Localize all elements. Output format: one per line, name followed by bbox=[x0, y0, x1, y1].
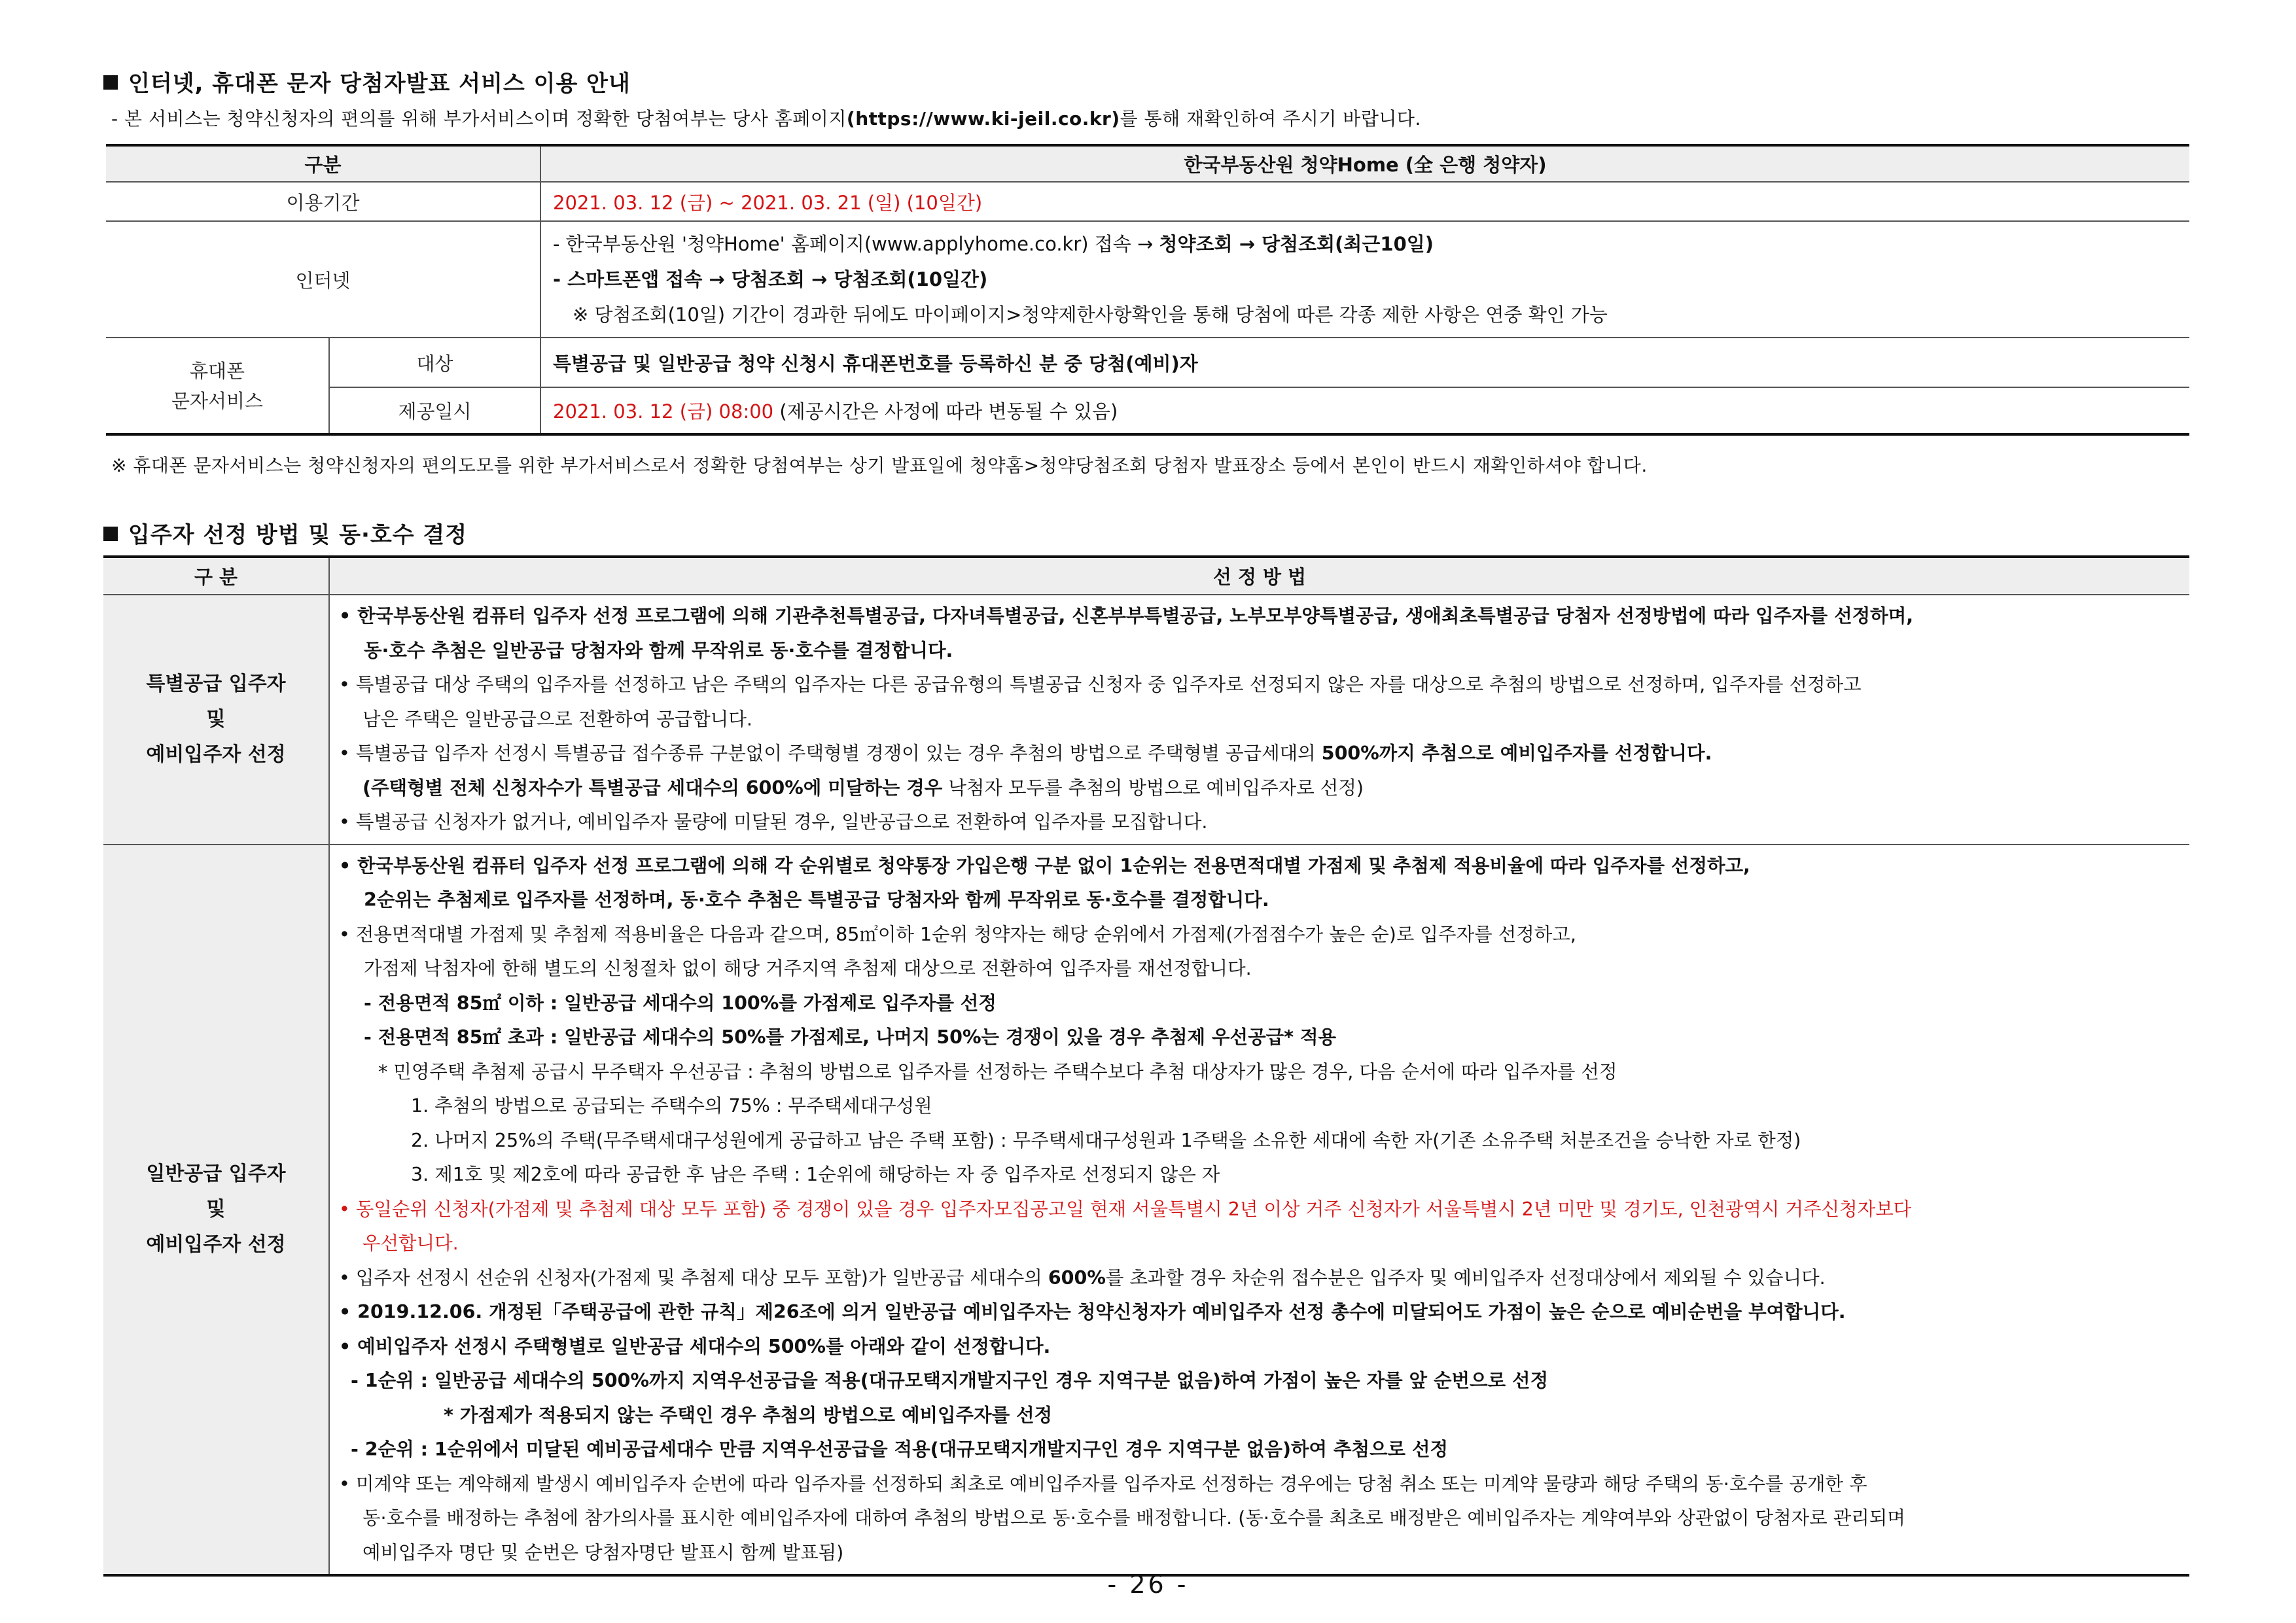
general-supply-label: 일반공급 입주자 및 예비입주자 선정 bbox=[103, 845, 329, 1576]
target-value: 특별공급 및 일반공급 청약 신청시 휴대폰번호를 등록하신 분 중 당첨(예비)자 bbox=[540, 338, 2189, 387]
general-line: - 1순위 : 일반공급 세대수의 500%까지 지역우선공급을 적용(대규모택지개발지구인 경우 지역구분 없음)하여 가점이 높은 자를 앞 순번으로 선정 bbox=[351, 1370, 1549, 1391]
page-number: - 26 - bbox=[1107, 1570, 1189, 1599]
general-line: • 동일순위 신청자(가점제 및 추첨제 대상 모두 포함) 중 경쟁이 있을 경우 입주자모집공고일 현재 서울특별시 2년 이상 거주 신청자가 서울특별시 2년 미만 및 경기도, 인천광역시 거주신청자보다 bbox=[339, 1198, 1912, 1220]
general-line: • 미계약 또는 계약해제 발생시 예비입주자 순번에 따라 입주자를 선정하되 최초로 예비입주자를 입주자로 선정하는 경우에는 당첨 취소 또는 미계약 물량과 해당 주택의 동·호수를 공개한 후 bbox=[339, 1473, 1867, 1495]
special-supply-method bbox=[329, 595, 2189, 845]
general-line: • 예비입주자 선정시 주택형별로 일반공급 세대수의 500%를 아래와 같이 선정합니다. bbox=[339, 1335, 1051, 1357]
provide-label: 제공일시 bbox=[329, 387, 540, 434]
header-category: 구 분 bbox=[103, 557, 329, 595]
special-line: 동·호수 추첨은 일반공급 당첨자와 함께 무작위로 동·호수를 결정합니다. bbox=[364, 639, 953, 661]
selection-table bbox=[103, 555, 2189, 1577]
special-line: (주택형별 전체 신청자수가 특별공급 세대수의 600%에 미달하는 경우 낙첨자 모두를 추첨의 방법으로 예비입주자로 선정) bbox=[362, 777, 1364, 799]
header-category: 구분 bbox=[106, 145, 540, 182]
sms-label: 휴대폰 문자서비스 bbox=[106, 338, 329, 434]
general-line: • 2019.12.06. 개정된「주택공급에 관한 규칙」제26조에 의거 일반공급 예비입주자는 청약신청자가 예비입주자 선정 총수에 미달되어도 가점이 높은 순으로 예비순번을 부여합니다. bbox=[339, 1301, 1846, 1323]
general-line: 우선합니다. bbox=[362, 1232, 459, 1254]
general-line: - 전용면적 85㎡ 이하 : 일반공급 세대수의 100%를 가점제로 입주자를 선정 bbox=[364, 992, 997, 1014]
general-line: 가점제 낙첨자에 한해 별도의 신청절차 없이 해당 거주지역 추첨제 대상으로 전환하여 입주자를 재선정합니다. bbox=[364, 958, 1252, 979]
special-line: • 한국부동산원 컴퓨터 입주자 선정 프로그램에 의해 기관추천특별공급, 다자녀특별공급, 신혼부부특별공급, 노부모부양특별공급, 생애최초특별공급 당첨자 선정방법에 따라 입주자를 선정하며, bbox=[339, 605, 1914, 627]
internet-value bbox=[540, 221, 2189, 338]
internet-line-3: ※ 당첨조회(10일) 기간이 경과한 뒤에도 마이페이지>청약제한사항확인을 통해 당첨에 따른 각종 제한 사항은 연중 확인 가능 bbox=[573, 304, 1608, 326]
general-line: - 전용면적 85㎡ 초과 : 일반공급 세대수의 50%를 가점제로, 나머지 50%는 경쟁이 있을 경우 추첨제 우선공급* 적용 bbox=[364, 1026, 1337, 1048]
period-value: 2021. 03. 12 (금) ~ 2021. 03. 21 (일) (10일간) bbox=[540, 182, 2189, 221]
general-line: 동·호수를 배정하는 추첨에 참가의사를 표시한 예비입주자에 대하여 추첨의 방법으로 동·호수를 배정합니다. (동·호수를 최초로 배정받은 예비입주자는 계약여부와 상관없이 당첨자로 관리되며 bbox=[362, 1507, 1905, 1529]
square-bullet-icon bbox=[103, 75, 118, 90]
internet-label: 인터넷 bbox=[106, 221, 540, 338]
general-line: - 2순위 : 1순위에서 미달된 예비공급세대수 만큼 지역우선공급을 적용(대규모택지개발지구인 경우 지역구분 없음)하여 추첨으로 선정 bbox=[351, 1439, 1449, 1460]
general-line: 예비입주자 명단 및 순번은 당첨자명단 발표시 함께 발표됨) bbox=[362, 1541, 844, 1563]
general-line: • 입주자 선정시 선순위 신청자(가점제 및 추첨제 대상 모두 포함)가 일반공급 세대수의 600%를 초과할 경우 차순위 접수분은 입주자 및 예비입주자 선정대상에서 제외될 수 있습니다. bbox=[339, 1266, 1826, 1289]
target-label: 대상 bbox=[329, 338, 540, 387]
intro-note: - 본 서비스는 청약신청자의 편의를 위해 부가서비스이며 정확한 당첨여부는 당사 홈페이지(https://www.ki-jeil.co.kr)를 통해 재확인하여 주시기 바랍니다. bbox=[111, 108, 1421, 130]
internet-line-1: - 한국부동산원 '청약Home' 홈페이지(www.applyhome.co.kr) 접속 → 청약조회 → 당첨조회(최근10일) bbox=[553, 233, 1434, 255]
internet-line-2: - 스마트폰앱 접속 → 당첨조회 → 당첨조회(10일간) bbox=[553, 268, 988, 290]
general-supply-method bbox=[329, 845, 2189, 1576]
general-line: • 전용면적대별 가점제 및 추첨제 적용비율은 다음과 같으며, 85㎡이하 1순위 청약자는 해당 순위에서 가점제(가점점수가 높은 순)로 입주자를 선정하고, bbox=[339, 923, 1576, 945]
homepage-url[interactable]: (https://www.ki-jeil.co.kr) bbox=[846, 108, 1120, 130]
special-line: • 특별공급 신청자가 없거나, 예비입주자 물량에 미달된 경우, 일반공급으로 전환하여 입주자를 모집합니다. bbox=[339, 811, 1208, 833]
general-line: * 민영주택 추첨제 공급시 무주택자 우선공급 : 추첨의 방법으로 입주자를 선정하는 주택수보다 추첨 대상자가 많은 경우, 다음 순서에 따라 입주자를 선정 bbox=[378, 1060, 1617, 1083]
square-bullet-icon bbox=[103, 527, 118, 541]
section-title-announcement: 인터넷, 휴대폰 문자 당첨자발표 서비스 이용 안내 bbox=[103, 65, 631, 97]
general-line: 2. 나머지 25%의 주택(무주택세대구성원에게 공급하고 남은 주택 포함) : 무주택세대구성원과 1주택을 소유한 세대에 속한 자(기존 소유주택 처분조건을 승낙한 자로 한정) bbox=[411, 1129, 1801, 1151]
period-label: 이용기간 bbox=[106, 182, 540, 221]
header-service: 한국부동산원 청약Home (全 은행 청약자) bbox=[540, 145, 2189, 182]
general-line: * 가점제가 적용되지 않는 주택인 경우 추첨의 방법으로 예비입주자를 선정 bbox=[444, 1404, 1053, 1426]
announcement-table bbox=[106, 144, 2189, 436]
provide-value: 2021. 03. 12 (금) 08:00 (제공시간은 사정에 따라 변동될 수 있음) bbox=[540, 387, 2189, 434]
section-title-selection: 입주자 선정 방법 및 동·호수 결정 bbox=[103, 517, 467, 549]
sms-footnote: ※ 휴대폰 문자서비스는 청약신청자의 편의도모를 위한 부가서비스로서 정확한 당첨여부는 상기 발표일에 청약홈>청약당첨조회 당첨자 발표장소 등에서 본인이 반드시 재확인하셔야 합니다. bbox=[111, 455, 1648, 476]
special-line: • 특별공급 입주자 선정시 특별공급 접수종류 구분없이 주택형별 경쟁이 있는 경우 추첨의 방법으로 주택형별 공급세대의 500%까지 추첨으로 예비입주자를 선정합니다. bbox=[339, 742, 1712, 764]
general-line: 3. 제1호 및 제2호에 따라 공급한 후 남은 주택 : 1순위에 해당하는 자 중 입주자로 선정되지 않은 자 bbox=[411, 1164, 1220, 1185]
general-line: • 한국부동산원 컴퓨터 입주자 선정 프로그램에 의해 각 순위별로 청약통장 가입은행 구분 없이 1순위는 전용면적대별 가점제 및 추첨제 적용비율에 따라 입주자를 선정하고, bbox=[339, 854, 1750, 877]
general-line: 1. 추첨의 방법으로 공급되는 주택수의 75% : 무주택세대구성원 bbox=[411, 1095, 932, 1117]
special-line: 남은 주택은 일반공급으로 전환하여 공급합니다. bbox=[362, 708, 752, 730]
general-line: 2순위는 추첨제로 입주자를 선정하며, 동·호수 추첨은 특별공급 당첨자와 함께 무작위로 동·호수를 결정합니다. bbox=[364, 889, 1269, 911]
special-line: • 특별공급 대상 주택의 입주자를 선정하고 남은 주택의 입주자는 다른 공급유형의 특별공급 신청자 중 입주자로 선정되지 않은 자를 대상으로 추첨의 방법으로 선정하며, 입주자를 선정하고 bbox=[339, 674, 1862, 695]
special-supply-label: 특별공급 입주자 및 예비입주자 선정 bbox=[103, 595, 329, 845]
header-method: 선 정 방 법 bbox=[329, 557, 2189, 595]
